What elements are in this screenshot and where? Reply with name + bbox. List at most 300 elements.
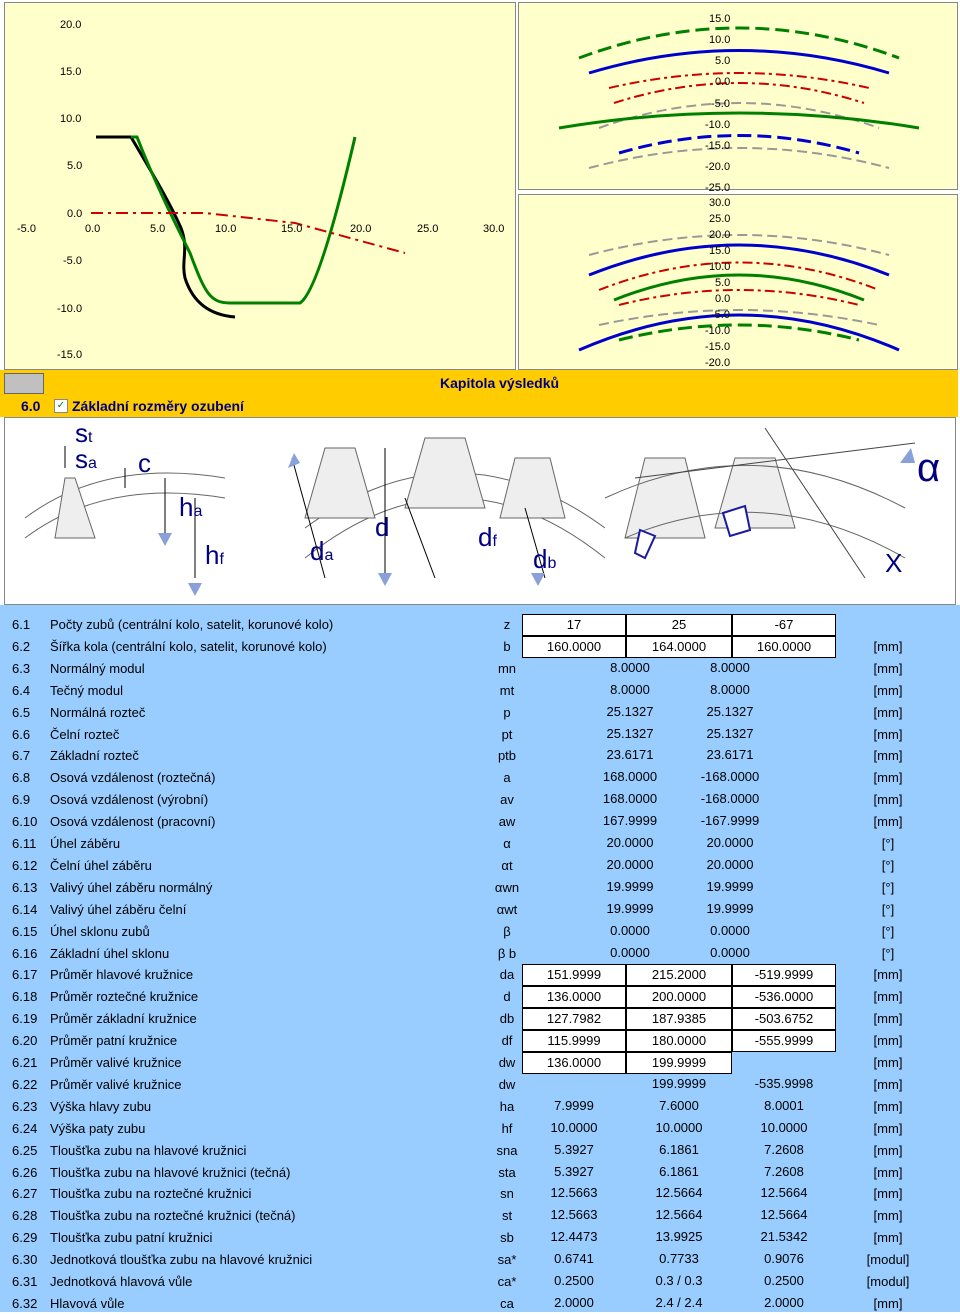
value-cell: 25.1327 [606, 703, 654, 719]
row-unit: [°] [881, 857, 895, 873]
x-tick: 30.0 [483, 223, 505, 235]
row-sym: dw [498, 1076, 516, 1092]
row-unit: [mm] [873, 1295, 903, 1311]
value-cell: 0.0000 [710, 922, 750, 938]
value-cell: 12.5664 [760, 1207, 808, 1223]
row-no: 6.17 [12, 967, 38, 983]
value-cell: 168.0000 [602, 791, 658, 807]
y-tick: 5.0 [715, 55, 731, 67]
row-sym: αwt [496, 901, 518, 917]
row-sym: dw [498, 1055, 516, 1070]
value-cell: 168.0000 [602, 769, 658, 785]
row-no: 6.9 [12, 792, 31, 808]
row-unit: [°] [881, 945, 895, 961]
row-no: 6.16 [12, 945, 38, 961]
row-label: Valivý úhel záběru čelní [50, 901, 187, 917]
chapter-header [0, 370, 958, 395]
label-st: st [75, 418, 93, 448]
value-cell[interactable]: 136.0000 [522, 1052, 626, 1074]
row-no: 6.1 [12, 617, 31, 632]
label-hf: hf [205, 540, 224, 570]
result-row [0, 943, 960, 965]
row-label: Základní úhel sklonu [50, 945, 170, 961]
row-sym: df [501, 1033, 513, 1049]
value-cell: -535.9998 [754, 1075, 814, 1091]
value-cell[interactable]: 215.2000 [626, 964, 732, 986]
row-sym: β b [497, 945, 517, 961]
y-tick: 10.0 [709, 261, 731, 273]
result-row [0, 1162, 960, 1184]
row-no: 6.3 [12, 660, 31, 676]
row-label: Průměr patní kružnice [50, 1033, 178, 1049]
row-no: 6.11 [12, 836, 37, 851]
value-cell[interactable]: 127.7982 [522, 1008, 626, 1030]
value-cell: 12.4473 [550, 1229, 598, 1245]
result-row [0, 789, 960, 811]
y-tick: 20.0 [60, 19, 82, 31]
row-label: Výška paty zubu [50, 1120, 146, 1136]
result-row [0, 1183, 960, 1205]
row-unit: [mm] [873, 1076, 903, 1092]
x-tick: 10.0 [215, 223, 237, 235]
x-tick: 0.0 [85, 223, 101, 235]
value-cell: 0.0000 [610, 944, 650, 960]
row-no: 6.28 [12, 1208, 38, 1224]
row-label: Jednotková hlavová vůle [50, 1274, 193, 1289]
value-cell: 12.5663 [550, 1207, 598, 1223]
value-cell: 20.0000 [606, 835, 654, 850]
value-cell: 21.5342 [760, 1229, 808, 1245]
result-row [0, 702, 960, 724]
value-cell[interactable]: 151.9999 [522, 964, 626, 986]
row-unit: [mm] [873, 1164, 903, 1180]
value-cell: 8.0000 [710, 681, 750, 697]
row-sym: a [503, 770, 511, 786]
value-cell: 6.1861 [659, 1141, 699, 1157]
value-cell: 0.9076 [764, 1251, 804, 1267]
value-cell: 6.1861 [659, 1163, 699, 1179]
tooth-profile-chart [4, 2, 516, 370]
row-sym: sta [498, 1164, 516, 1180]
result-row [0, 921, 960, 943]
row-no: 6.10 [12, 814, 38, 830]
checkbox-icon[interactable]: ✓ [54, 399, 68, 413]
row-no: 6.23 [12, 1098, 38, 1114]
value-cell: 25.1327 [706, 725, 754, 741]
value-cell[interactable]: 160.0000 [732, 636, 836, 658]
result-row [0, 745, 960, 767]
value-cell: 2.0000 [554, 1294, 594, 1310]
row-no: 6.12 [12, 857, 38, 873]
row-label: Čelní úhel záběru [50, 857, 152, 873]
row-unit: [mm] [873, 1120, 903, 1136]
y-tick: -10.0 [57, 303, 83, 315]
row-label: Valivý úhel záběru normálný [50, 879, 213, 895]
y-tick: -15.0 [705, 140, 731, 152]
row-sym: db [499, 1011, 515, 1027]
result-row [0, 1074, 960, 1096]
result-row [0, 614, 960, 636]
row-label: Průměr hlavové kružnice [50, 967, 194, 983]
row-sym: sn [500, 1186, 514, 1202]
row-unit: [mm] [873, 1055, 903, 1070]
row-sym: β [503, 923, 511, 939]
y-tick: 25.0 [709, 213, 731, 225]
result-row [0, 724, 960, 746]
value-cell[interactable]: -519.9999 [732, 964, 836, 986]
row-label: Jednotková tloušťka zubu na hlavové kružnici [50, 1252, 313, 1268]
y-tick: -15.0 [705, 341, 731, 353]
x-tick: 15.0 [281, 223, 303, 235]
row-no: 6.6 [12, 726, 31, 742]
row-label: Tloušťka zubu na roztečné kružnici [50, 1186, 252, 1202]
value-cell: 199.9999 [651, 1075, 707, 1091]
row-label: Tloušťka zubu na hlavové kružnici (tečná) [50, 1164, 291, 1180]
row-unit: [mm] [873, 1011, 903, 1027]
row-unit: [°] [881, 923, 895, 939]
label-df: df [478, 522, 497, 552]
row-unit: [mm] [873, 1186, 903, 1202]
row-sym: ca [500, 1295, 514, 1311]
result-row [0, 1227, 960, 1249]
row-unit: [mm] [873, 814, 903, 830]
result-row [0, 833, 960, 855]
y-tick: -10.0 [705, 119, 731, 131]
row-unit: [mm] [873, 989, 903, 1005]
row-sym: ca* [497, 1274, 517, 1289]
value-cell: 7.2608 [764, 1163, 804, 1179]
y-tick: -25.0 [705, 182, 731, 194]
x-tick: -5.0 [17, 223, 36, 235]
value-cell: 19.9999 [706, 878, 754, 894]
row-label: Základní rozteč [50, 748, 139, 764]
row-sym: ha [499, 1098, 515, 1114]
mesh-bottom-plot [519, 195, 957, 369]
row-unit: [mm] [873, 1142, 903, 1158]
gear-diagram-svg [5, 418, 955, 604]
value-cell: 19.9999 [706, 900, 754, 916]
y-tick: 30.0 [709, 197, 731, 209]
result-row [0, 1249, 960, 1271]
value-cell[interactable]: -67 [732, 614, 836, 636]
value-cell[interactable]: 187.9385 [626, 1008, 732, 1030]
result-row [0, 1030, 960, 1052]
result-row [0, 986, 960, 1008]
value-cell[interactable]: 164.0000 [626, 636, 732, 658]
collapse-toggle-button[interactable] [4, 373, 44, 394]
row-no: 6.31 [12, 1274, 38, 1289]
tooth-profile-green [131, 137, 355, 303]
row-no: 6.5 [12, 704, 31, 720]
y-tick: -15.0 [57, 349, 83, 361]
value-cell: -168.0000 [700, 769, 760, 785]
value-cell[interactable]: -503.6752 [732, 1008, 836, 1030]
result-row [0, 1118, 960, 1140]
row-unit: [mm] [873, 704, 903, 720]
y-tick: 15.0 [60, 66, 82, 78]
row-unit: [modul] [866, 1252, 910, 1268]
y-tick: 0.0 [715, 76, 731, 88]
value-cell [522, 1074, 626, 1096]
y-tick: 10.0 [60, 113, 82, 125]
section-title: Základní rozměry ozubení [72, 398, 244, 414]
row-sym: pt [501, 726, 513, 742]
row-no: 6.19 [12, 1011, 38, 1027]
value-cell: 7.2608 [764, 1141, 804, 1157]
row-label: Průměr roztečné kružnice [50, 989, 199, 1005]
y-tick: 5.0 [715, 277, 731, 289]
value-cell: 0.2500 [554, 1273, 594, 1288]
y-tick: 10.0 [709, 34, 731, 46]
result-row [0, 1008, 960, 1030]
value-cell: 167.9999 [602, 813, 658, 829]
row-sym: st [501, 1208, 513, 1224]
row-sym: d [503, 989, 511, 1005]
row-no: 6.22 [12, 1076, 38, 1092]
row-no: 6.26 [12, 1164, 38, 1180]
value-cell: 12.5663 [550, 1185, 598, 1201]
row-label: Normálná rozteč [50, 704, 146, 720]
row-label: Hlavová vůle [50, 1295, 125, 1311]
value-cell[interactable]: 25 [626, 614, 732, 636]
row-label: Čelní rozteč [50, 726, 120, 742]
label-d: d [375, 512, 390, 542]
row-label: Tečný modul [50, 682, 123, 698]
row-unit: [mm] [873, 967, 903, 983]
row-unit: [mm] [873, 726, 903, 742]
value-cell: 2.0000 [764, 1294, 804, 1310]
row-no: 6.2 [12, 638, 31, 654]
row-sym: aw [498, 814, 516, 830]
value-cell: 12.5664 [655, 1185, 703, 1201]
row-unit: [°] [881, 836, 895, 851]
y-tick: -10.0 [705, 325, 731, 337]
value-cell[interactable]: 180.0000 [626, 1030, 732, 1052]
result-row [0, 767, 960, 789]
row-label: Průměr základní kružnice [50, 1011, 197, 1027]
row-no: 6.29 [12, 1230, 38, 1246]
row-unit: [mm] [873, 1208, 903, 1224]
value-cell: 0.7733 [659, 1251, 699, 1267]
row-sym: sa* [497, 1252, 517, 1268]
row-no: 6.18 [12, 989, 38, 1005]
label-c: c [138, 448, 151, 478]
row-label: Tloušťka zubu na hlavové kružnici [50, 1142, 247, 1158]
row-sym: sb [500, 1230, 514, 1246]
row-no: 6.13 [12, 879, 38, 895]
row-label: Průměr valivé kružnice [50, 1076, 182, 1092]
value-cell: 12.5664 [760, 1185, 808, 1201]
x-tick: 20.0 [350, 223, 372, 235]
row-unit: [mm] [873, 1230, 903, 1246]
value-cell: -167.9999 [700, 813, 760, 829]
row-no: 6.24 [12, 1120, 38, 1136]
label-sa: sa [75, 444, 97, 474]
y-tick: -20.0 [705, 357, 731, 369]
value-cell: 0.0000 [610, 922, 650, 938]
row-no: 6.4 [12, 682, 31, 698]
value-cell: 10.0000 [760, 1119, 808, 1135]
gear-diagram [4, 417, 956, 605]
row-no: 6.25 [12, 1142, 38, 1158]
value-cell: 7.6000 [659, 1097, 699, 1113]
row-label: Průměr valivé kružnice [50, 1055, 182, 1070]
y-tick: 5.0 [67, 160, 83, 172]
value-cell: 0.0000 [710, 944, 750, 960]
y-tick: -20.0 [705, 161, 731, 173]
result-row [0, 1096, 960, 1118]
value-cell: 10.0000 [655, 1119, 703, 1135]
row-unit: [°] [881, 901, 895, 917]
row-label: Tloušťka zubu patní kružnici [50, 1230, 213, 1246]
value-cell: 19.9999 [606, 900, 654, 916]
row-sym: mn [497, 660, 517, 676]
value-cell: 10.0000 [550, 1119, 598, 1135]
value-cell: 0.3 / 0.3 [655, 1273, 703, 1288]
value-cell: 25.1327 [706, 703, 754, 719]
row-sym: hf [501, 1120, 513, 1136]
row-unit: [mm] [873, 660, 903, 676]
row-label: Úhel záběru [50, 836, 121, 851]
value-cell[interactable]: -536.0000 [732, 986, 836, 1008]
row-sym: mt [499, 682, 515, 698]
value-cell[interactable]: 160.0000 [522, 636, 626, 658]
result-row [0, 877, 960, 899]
y-tick: -5.0 [711, 98, 730, 110]
value-cell[interactable]: -555.9999 [732, 1030, 836, 1052]
value-cell: 23.6171 [606, 747, 654, 763]
label-alpha: α [917, 446, 941, 490]
row-unit: [mm] [873, 1033, 903, 1049]
value-cell [732, 1052, 836, 1074]
result-row [0, 1140, 960, 1162]
section-header [0, 395, 958, 417]
row-no: 6.20 [12, 1033, 38, 1049]
y-tick: -5.0 [711, 309, 730, 321]
value-cell: 19.9999 [606, 878, 654, 894]
row-unit: [mm] [873, 682, 903, 698]
value-cell: 8.0000 [710, 659, 750, 675]
row-sym: α [503, 836, 511, 851]
y-tick: 15.0 [709, 13, 731, 25]
row-label: Výška hlavy zubu [50, 1098, 152, 1114]
result-row [0, 811, 960, 833]
results-table [0, 605, 960, 1312]
row-no: 6.30 [12, 1252, 38, 1268]
row-label: Počty zubů (centrální kolo, satelit, korunové kolo) [50, 617, 334, 632]
value-cell: 0.2500 [764, 1273, 804, 1288]
row-sym: αwn [494, 879, 520, 895]
value-cell: -168.0000 [700, 791, 760, 807]
row-no: 6.14 [12, 901, 38, 917]
value-cell: 8.0001 [764, 1097, 804, 1113]
row-unit: [mm] [873, 770, 903, 786]
label-db: db [533, 544, 557, 574]
value-cell[interactable]: 17 [522, 614, 626, 636]
mesh-chart-top [518, 2, 958, 194]
result-row [0, 964, 960, 986]
value-cell: 0.6741 [554, 1251, 594, 1267]
row-unit: [°] [881, 879, 895, 895]
value-cell: 25.1327 [606, 725, 654, 741]
y-tick: 0.0 [715, 293, 731, 305]
label-x: X [885, 548, 903, 578]
row-sym: p [503, 704, 511, 720]
value-cell: 23.6171 [706, 747, 754, 763]
value-cell: 20.0000 [606, 856, 654, 872]
result-row [0, 1052, 960, 1074]
label-da: da [310, 536, 334, 566]
value-cell: 20.0000 [706, 835, 754, 850]
value-cell[interactable]: 199.9999 [626, 1052, 732, 1074]
result-row [0, 636, 960, 658]
row-sym: b [503, 638, 511, 654]
mesh-top-plot [519, 3, 957, 189]
value-cell: 13.9925 [655, 1229, 703, 1245]
row-no: 6.7 [12, 748, 31, 764]
value-cell: 7.9999 [554, 1097, 594, 1113]
value-cell: 20.0000 [706, 856, 754, 872]
row-sym: av [500, 792, 514, 808]
row-no: 6.21 [12, 1055, 38, 1070]
section-number: 6.0 [21, 398, 41, 414]
result-row [0, 899, 960, 921]
row-label: Šířka kola (centrální kolo, satelit, korunové kolo) [50, 638, 327, 654]
y-tick: 0.0 [67, 208, 83, 220]
row-label: Osová vzdálenost (výrobní) [50, 792, 209, 808]
chapter-title: Kapitola výsledků [440, 375, 560, 391]
row-unit: [modul] [866, 1274, 910, 1289]
value-cell: 12.5664 [655, 1207, 703, 1223]
row-sym: sna [496, 1142, 518, 1158]
row-unit: [mm] [873, 748, 903, 764]
row-sym: da [499, 967, 515, 983]
result-row [0, 1205, 960, 1227]
row-label: Normálný modul [50, 660, 145, 676]
value-cell[interactable]: 136.0000 [522, 986, 626, 1008]
label-ha: ha [179, 492, 203, 522]
value-cell: 5.3927 [554, 1163, 594, 1179]
row-no: 6.32 [12, 1295, 38, 1311]
x-tick: 5.0 [150, 223, 166, 235]
value-cell: 2.4 / 2.4 [655, 1294, 703, 1310]
result-row [0, 855, 960, 877]
row-no: 6.27 [12, 1186, 38, 1202]
row-unit: [mm] [873, 1098, 903, 1114]
value-cell[interactable]: 115.9999 [522, 1030, 626, 1052]
row-unit: [mm] [873, 638, 903, 654]
x-tick: 25.0 [417, 223, 439, 235]
value-cell: 8.0000 [610, 681, 650, 697]
row-unit: [mm] [873, 792, 903, 808]
row-sym: αt [501, 857, 513, 873]
y-tick: 20.0 [709, 229, 731, 241]
value-cell[interactable]: 200.0000 [626, 986, 732, 1008]
result-row [0, 680, 960, 702]
result-row [0, 658, 960, 680]
row-no: 6.8 [12, 770, 31, 786]
row-no: 6.15 [12, 923, 38, 939]
row-sym: z [503, 617, 511, 632]
value-cell: 5.3927 [554, 1141, 594, 1157]
row-sym: ptb [497, 748, 517, 764]
row-label: Osová vzdálenost (pracovní) [50, 814, 216, 830]
result-row [0, 1271, 960, 1293]
row-label: Úhel sklonu zubů [50, 923, 150, 939]
mesh-chart-bottom [518, 194, 958, 370]
value-cell: 8.0000 [610, 659, 650, 675]
row-label: Tloušťka zubu na roztečné kružnici (tečná) [50, 1208, 296, 1224]
